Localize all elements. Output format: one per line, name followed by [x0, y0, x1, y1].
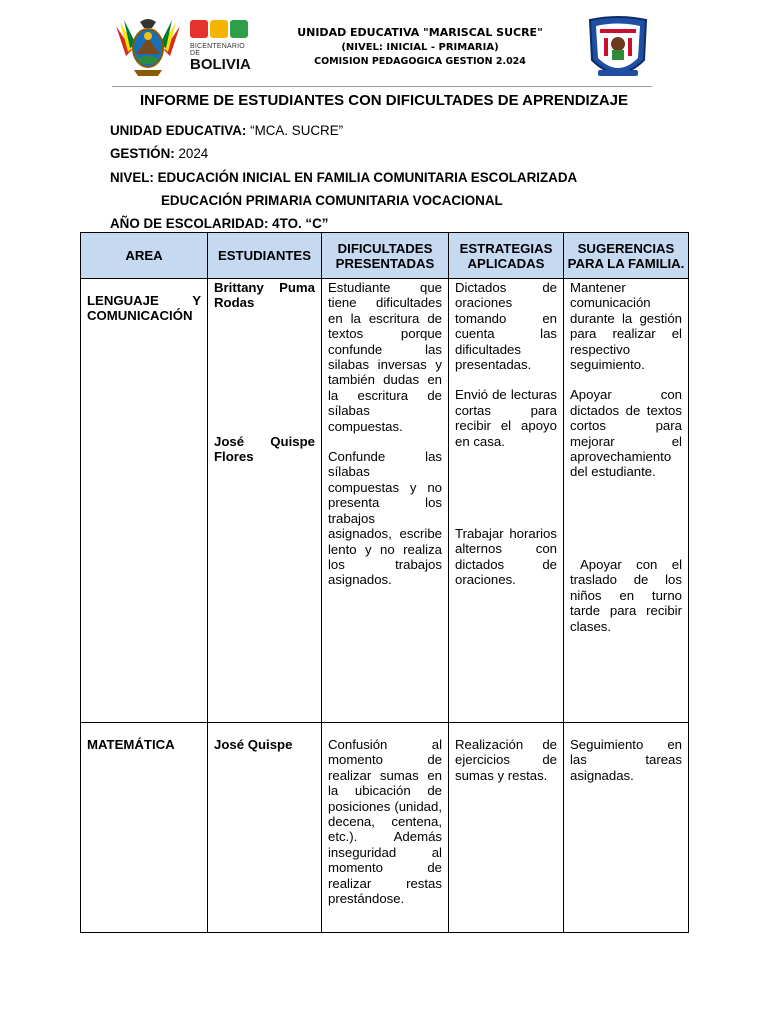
- level-line: NIVEL: EDUCACIÓN INICIAL EN FAMILIA COMUNITARIA ESCOLARIZADA: [110, 170, 578, 185]
- table-header-row: [81, 233, 689, 279]
- difficulty-text: Confusión al momento de realizar sumas en la ubicación de posiciones (unidad, decena, centena, etc.). Además inseguridad al momento de realizar restas prestándose.: [328, 737, 442, 907]
- suggestions-cell: [564, 723, 689, 933]
- area-cell: LENGUAJE Y COMUNICACIÓN: [81, 279, 208, 723]
- student-name: Brittany Puma Rodas: [214, 280, 315, 311]
- table-row: [81, 279, 689, 723]
- institution-block: [270, 26, 570, 67]
- strategy-text: Envió de lecturas cortas para recibir el apoyo en casa.: [455, 387, 557, 449]
- unit-value: “MCA. SUCRE”: [250, 123, 344, 138]
- header-students: ESTUDIANTES: [208, 233, 322, 279]
- unit-line: [110, 123, 343, 138]
- bicentennial-logo: [190, 20, 254, 76]
- students-cell: [208, 723, 322, 933]
- commission-label: COMISION PEDAGOGICA GESTION 2.024: [314, 56, 526, 67]
- strategies-cell: [449, 279, 564, 723]
- strategies-cell: [449, 723, 564, 933]
- institution-name: UNIDAD EDUCATIVA "MARISCAL SUCRE": [297, 26, 543, 39]
- suggestion-text: Seguimiento en las tareas asignadas.: [570, 737, 682, 783]
- table-row: [81, 723, 689, 933]
- suggestion-text: Mantener comunicación durante la gestión para realizar el respectivo seguimiento.: [570, 280, 682, 373]
- area-cell: MATEMÁTICA: [81, 723, 208, 933]
- report-title: INFORME DE ESTUDIANTES CON DIFICULTADES DE APRENDIZAJE: [139, 92, 629, 109]
- bicentennial-red-square: [190, 20, 208, 38]
- difficulties-cell: [322, 723, 449, 933]
- difficulty-text: Estudiante que tiene dificultades en la escritura de textos porque confunde las silabas inversas y también dudas en la escritura de sílabas compuestas.: [328, 280, 442, 434]
- institution-level: (NIVEL: INICIAL - PRIMARIA): [341, 42, 499, 53]
- level-line-continued: EDUCACIÓN PRIMARIA COMUNITARIA VOCACIONAL: [161, 193, 503, 208]
- year-value: 2024: [178, 146, 209, 161]
- grade-line: AÑO DE ESCOLARIDAD: 4TO. “C”: [110, 216, 329, 231]
- country-label: BOLIVIA: [190, 56, 251, 73]
- year-label: GESTIÓN:: [110, 146, 175, 161]
- header-strategies: ESTRATEGIAS APLICADAS: [449, 233, 564, 279]
- suggestions-cell: [564, 279, 689, 723]
- bicentennial-yellow-square: [210, 20, 228, 38]
- suggestion-text: Apoyar con el traslado de los niños en turno tarde para recibir clases.: [570, 556, 682, 634]
- strategy-text: Realización de ejercicios de sumas y restas.: [455, 737, 557, 783]
- strategy-text: Trabajar horarios alternos con dictados de oraciones.: [455, 526, 557, 588]
- bicentennial-label: BICENTENARIO DE: [190, 43, 245, 57]
- header-difficulties: DIFICULTADES PRESENTADAS: [322, 233, 449, 279]
- difficulties-cell: [322, 279, 449, 723]
- header-area: AREA: [81, 233, 208, 279]
- strategy-text: Dictados de oraciones tomando en cuenta las dificultades presentadas.: [455, 280, 557, 373]
- header-divider: [112, 86, 652, 87]
- bolivia-coat-of-arms-logo: [112, 16, 184, 80]
- year-line: [110, 146, 208, 161]
- bicentennial-green-square: [230, 20, 248, 38]
- student-name: José Quispe: [214, 737, 293, 752]
- header-suggestions: SUGERENCIAS PARA LA FAMILIA.: [564, 233, 689, 279]
- difficulty-text: Confunde las sílabas compuestas y no presenta los trabajos asignados, escribe lento y no realiza los trabajos asignados.: [328, 449, 442, 588]
- student-name: José Quispe Flores: [214, 433, 315, 465]
- suggestion-text: Apoyar con dictados de textos cortos para mejorar el aprovechamiento del estudiante.: [570, 387, 682, 480]
- students-table: [80, 232, 689, 933]
- unit-label: UNIDAD EDUCATIVA:: [110, 123, 247, 138]
- school-emblem-logo: [584, 14, 652, 86]
- students-cell: [208, 279, 322, 723]
